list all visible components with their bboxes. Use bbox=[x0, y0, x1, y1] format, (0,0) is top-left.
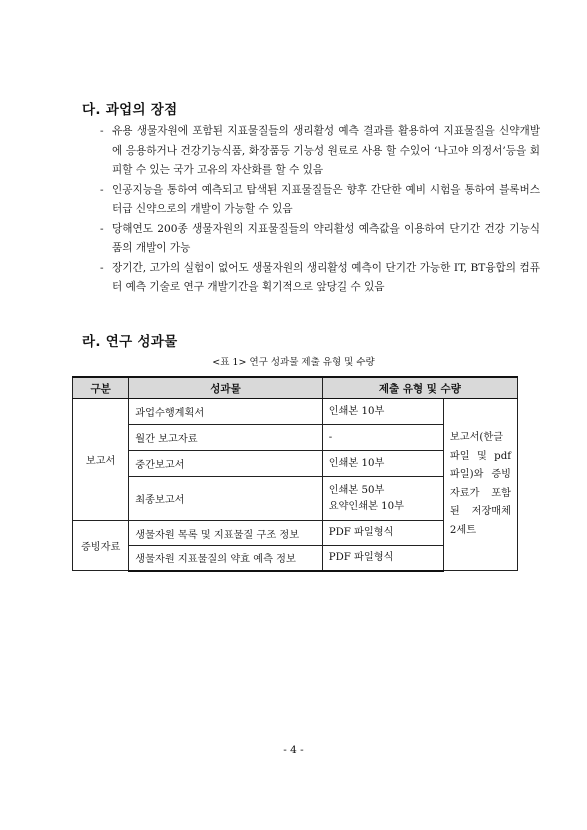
deliverable-cell: 최종보고서 bbox=[129, 477, 322, 521]
category-cell: 증빙자료 bbox=[73, 521, 129, 571]
format-line: 인쇄본 10부 bbox=[328, 405, 385, 417]
table-caption: <표 1> 연구 성과물 제출 유형 및 수량 bbox=[212, 357, 375, 368]
bullet-text: 당해연도 200종 생물자원의 지표물질들의 약리활성 예측값을 이용하여 단기간 건강 기능식품의 개발이 가능 bbox=[112, 222, 540, 254]
table-header-row bbox=[73, 377, 518, 399]
format-line: - bbox=[328, 431, 333, 443]
format-cell bbox=[322, 399, 443, 425]
header-submission: 제출 유형 및 수량 bbox=[322, 377, 517, 399]
table-row bbox=[73, 399, 518, 425]
deliverable-cell: 월간 보고자료 bbox=[129, 425, 322, 451]
bullet-text: 유용 생물자원에 포함된 지표물질들의 생리활성 예측 결과를 활용하여 지표물질을 신약개발에 응용하거나 건강기능식품, 화장품등 기능성 원료로 사용 할 수있어 ‘나고야 의정서’등을 회피할 수 있는 국가 고유의 자산화를 할 수 있음 bbox=[112, 125, 540, 176]
format-line: 요약인쇄본 10부 bbox=[328, 500, 404, 512]
header-category: 구분 bbox=[73, 377, 129, 399]
section-heading-deliverables: 라. 연구 성과물 bbox=[82, 334, 178, 350]
format-cell bbox=[322, 451, 443, 477]
bullet-dash: - bbox=[100, 183, 104, 196]
deliverable-cell: 생물자원 목록 및 지표물질 구조 정보 bbox=[129, 521, 322, 546]
category-cell: 보고서 bbox=[73, 399, 129, 521]
advantages-list bbox=[100, 122, 540, 298]
format-line: 인쇄본 10부 bbox=[328, 457, 385, 469]
format-line: 인쇄본 50부 bbox=[328, 484, 385, 496]
deliverable-cell: 생물자원 지표물질의 약효 예측 정보 bbox=[129, 546, 322, 571]
bullet-text: 장기간, 고가의 실험이 없어도 생물자원의 생리활성 예측이 단기간 가능한 IT, BT융합의 컴퓨터 예측 기술로 연구 개발기간을 획기적으로 앞당길 수 있음 bbox=[112, 261, 540, 293]
format-line: PDF 파일형식 bbox=[328, 551, 394, 563]
bullet-dash: - bbox=[100, 125, 104, 137]
format-cell bbox=[322, 546, 443, 571]
format-cell bbox=[322, 477, 443, 521]
section-heading-advantages: 다. 과업의 장점 bbox=[82, 102, 178, 118]
list-item bbox=[100, 122, 540, 181]
page-number: - 4 - bbox=[283, 744, 304, 756]
list-item bbox=[100, 220, 540, 259]
bullet-text: 인공지능을 통하여 예측되고 탐색된 지표물질들은 향후 간단한 예비 시험을 통하여 블록버스터급 신약으로의 개발이 가능할 수 있음 bbox=[112, 183, 540, 215]
format-cell bbox=[322, 425, 443, 451]
bullet-dash: - bbox=[100, 261, 104, 274]
list-item bbox=[100, 181, 540, 220]
deliverable-cell: 과업수행계획서 bbox=[129, 399, 322, 425]
header-deliverable: 성과물 bbox=[129, 377, 322, 399]
note-cell: 보고서(한글 파일 및 pdf 파일)와 증빙자료가 포함된 저장매체 2세트 bbox=[443, 399, 517, 571]
list-item bbox=[100, 259, 540, 298]
bullet-dash: - bbox=[100, 222, 104, 235]
format-line: PDF 파일형식 bbox=[328, 527, 394, 538]
format-cell bbox=[322, 521, 443, 546]
deliverable-cell: 중간보고서 bbox=[129, 451, 322, 477]
deliverables-table bbox=[72, 376, 518, 572]
